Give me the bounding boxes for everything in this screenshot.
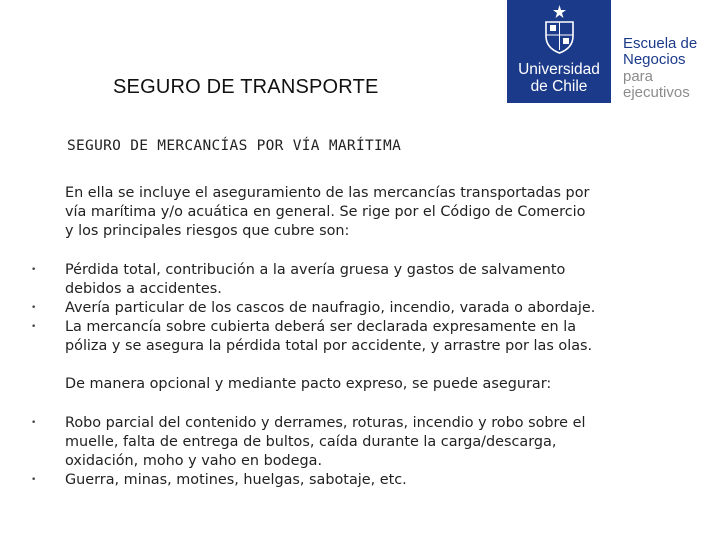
logo-school-line1: Escuela de xyxy=(623,35,698,52)
bullet-icon: • xyxy=(31,418,37,428)
intro-paragraph xyxy=(65,184,589,241)
page-title: SEGURO DE TRANSPORTE xyxy=(113,76,379,98)
list-item-line: Robo parcial del contenido y derrames, roturas, incendio y robo sobre el xyxy=(65,415,586,431)
coverage-list xyxy=(0,261,595,356)
university-seal-icon xyxy=(543,4,576,54)
list-item-line: Avería particular de los cascos de naufragio, incendio, varada o abordaje. xyxy=(65,300,596,316)
logo-university-line1: Universidad xyxy=(518,61,600,78)
logo-exec-line1: para xyxy=(623,68,654,85)
list-item xyxy=(0,299,595,318)
list-item xyxy=(0,261,595,299)
list-item-line: muelle, falta de entrega de bultos, caída durante la carga/descarga, xyxy=(65,434,557,450)
list-item xyxy=(0,318,595,356)
bullet-icon: • xyxy=(31,265,37,275)
list-item-line: Guerra, minas, motines, huelgas, sabotaje, etc. xyxy=(65,472,407,488)
list-item-line: póliza y se asegura la pérdida total por accidente, y arrastre por las olas. xyxy=(65,338,593,354)
list-item-line: debidos a accidentes. xyxy=(65,281,222,297)
logo-school-line2: Negocios xyxy=(623,51,686,68)
logo-university-line2: de Chile xyxy=(530,78,588,95)
list-item xyxy=(0,471,585,490)
intro-line: En ella se incluye el aseguramiento de las mercancías transportadas por xyxy=(65,185,590,201)
section-subtitle: SEGURO DE MERCANCÍAS POR VÍA MARÍTIMA xyxy=(67,138,402,154)
list-item-line: La mercancía sobre cubierta deberá ser declarada expresamente en la xyxy=(65,319,577,335)
school-logo-text xyxy=(623,36,718,101)
university-logo xyxy=(507,0,611,103)
bullet-icon: • xyxy=(31,322,37,332)
optional-list xyxy=(0,414,585,490)
list-item xyxy=(0,414,585,471)
bullet-icon: • xyxy=(31,475,37,485)
intro-line: vía marítima y/o acuática en general. Se rige por el Código de Comercio xyxy=(65,204,586,220)
optional-intro: De manera opcional y mediante pacto expreso, se puede asegurar: xyxy=(65,376,552,392)
logo-exec-line2: ejecutivos xyxy=(623,84,690,101)
list-item-line: oxidación, moho y vaho en bodega. xyxy=(65,453,323,469)
bullet-icon: • xyxy=(31,303,37,313)
list-item-line: Pérdida total, contribución a la avería gruesa y gastos de salvamento xyxy=(65,262,566,278)
intro-line: y los principales riesgos que cubre son: xyxy=(65,223,350,239)
